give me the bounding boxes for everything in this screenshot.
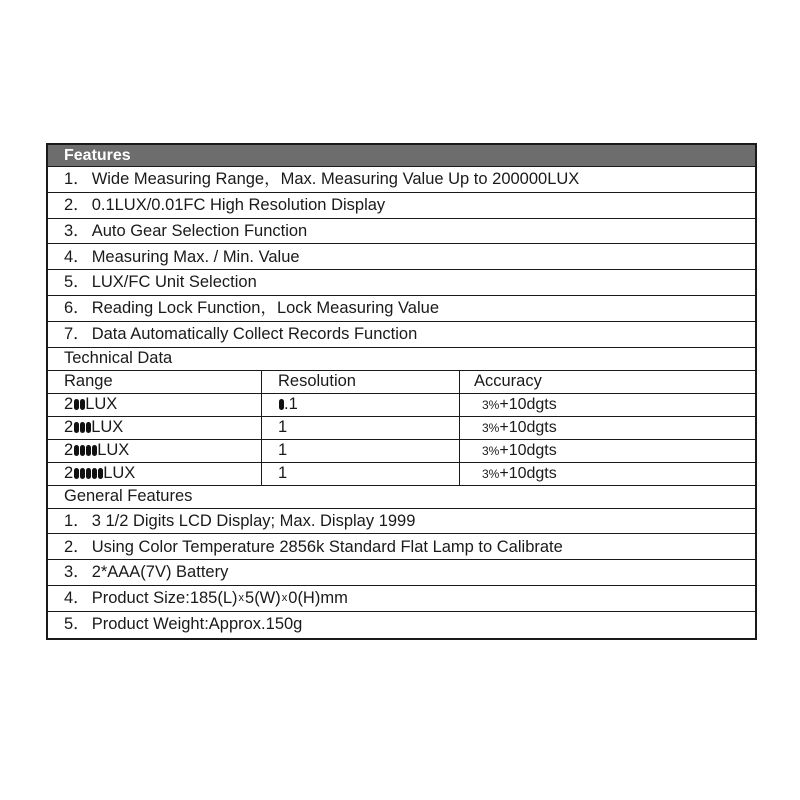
feature-text: Reading Lock Function，Lock Measuring Value (91, 299, 439, 318)
digit-blot (74, 468, 79, 479)
general-number: 2． (64, 537, 90, 556)
general-title: General Features (64, 487, 193, 506)
features-title: Features (64, 146, 131, 164)
accuracy-percent: 3% (482, 420, 500, 435)
digit-blot (98, 468, 103, 479)
range-cell (48, 440, 262, 462)
resolution-cell (262, 417, 460, 439)
general-item-4 (48, 586, 755, 612)
technical-title: Technical Data (64, 349, 173, 368)
general-item-3 (48, 560, 755, 586)
range-prefix: 2 (64, 464, 74, 483)
feature-item-4 (48, 244, 755, 270)
general-text-b: 5(W) (245, 589, 281, 608)
range-header: Range (48, 371, 262, 393)
general-number: 3． (64, 563, 90, 582)
feature-item-3 (48, 219, 755, 245)
accuracy-percent: 3% (482, 397, 500, 412)
accuracy-cell (460, 394, 755, 416)
range-unit: LUX (97, 441, 130, 460)
accuracy-digits: +10dgts (499, 441, 557, 459)
general-text: Using Color Temperature 2856k Standard Flat Lamp to Calibrate (91, 537, 563, 556)
accuracy-percent: 3% (482, 443, 500, 458)
feature-item-1 (48, 167, 755, 193)
spec-table (46, 143, 757, 640)
digit-blot (86, 422, 91, 433)
feature-item-7 (48, 322, 755, 348)
range-prefix: 2 (64, 418, 74, 437)
general-item-5 (48, 612, 755, 638)
technical-row (48, 417, 755, 440)
digit-blot (86, 468, 91, 479)
general-number: 5． (64, 615, 90, 634)
feature-text: LUX/FC Unit Selection (91, 273, 257, 292)
resolution-cell (262, 463, 460, 485)
resolution-value: 1 (278, 441, 288, 460)
digit-blot (74, 445, 79, 456)
range-cell (48, 463, 262, 485)
feature-item-5 (48, 270, 755, 296)
digit-blot (92, 445, 97, 456)
feature-number: 2． (64, 195, 90, 214)
times-sign: x (238, 591, 245, 604)
technical-row (48, 394, 755, 417)
feature-number: 1． (64, 170, 90, 189)
feature-text: Wide Measuring Range，Max. Measuring Value Up to 200000LUX (91, 170, 580, 189)
digit-blot (74, 422, 79, 433)
feature-number: 7． (64, 324, 90, 343)
digit-blot (86, 445, 91, 456)
accuracy-digits: +10dgts (499, 418, 557, 436)
range-cell (48, 394, 262, 416)
range-unit: LUX (85, 395, 118, 414)
accuracy-cell (460, 440, 755, 462)
general-text: 3 1/2 Digits LCD Display; Max. Display 1999 (91, 511, 416, 530)
feature-text: 0.1LUX/0.01FC High Resolution Display (91, 195, 386, 214)
features-header (48, 145, 755, 167)
range-prefix: 2 (64, 395, 74, 414)
digit-blot (80, 399, 85, 410)
feature-item-2 (48, 193, 755, 219)
digit-blot (279, 399, 284, 410)
digit-blot (92, 468, 97, 479)
general-text: Product Weight:Approx.150g (91, 615, 303, 634)
accuracy-percent: 3% (482, 466, 500, 481)
general-item-1 (48, 509, 755, 535)
accuracy-digits: +10dgts (499, 395, 557, 413)
general-text-a: Product Size:185(L) (91, 589, 238, 608)
feature-text: Auto Gear Selection Function (91, 221, 308, 240)
general-item-2 (48, 534, 755, 560)
range-cell (48, 417, 262, 439)
general-text-c: 0(H)mm (288, 589, 348, 608)
resolution-value: 1 (278, 418, 288, 437)
digit-blot (74, 399, 79, 410)
times-sign: x (281, 591, 288, 604)
resolution-cell (262, 394, 460, 416)
feature-number: 6． (64, 299, 90, 318)
technical-row (48, 463, 755, 486)
range-unit: LUX (91, 418, 124, 437)
technical-data-heading (48, 348, 755, 371)
feature-number: 4． (64, 247, 90, 266)
feature-item-6 (48, 296, 755, 322)
feature-text: Measuring Max. / Min. Value (91, 247, 300, 266)
range-unit: LUX (103, 464, 136, 483)
technical-row (48, 440, 755, 463)
accuracy-cell (460, 463, 755, 485)
accuracy-digits: +10dgts (499, 464, 557, 482)
resolution-value: 1 (278, 464, 288, 483)
digit-blot (80, 445, 85, 456)
technical-header-row (48, 371, 755, 394)
resolution-value: .1 (284, 395, 298, 414)
general-number: 4． (64, 589, 90, 608)
digit-blot (80, 422, 85, 433)
general-features-heading (48, 486, 755, 509)
feature-number: 5． (64, 273, 90, 292)
resolution-header: Resolution (262, 371, 460, 393)
range-prefix: 2 (64, 441, 74, 460)
general-text: 2*AAA(7V) Battery (91, 563, 229, 582)
resolution-cell (262, 440, 460, 462)
accuracy-cell (460, 417, 755, 439)
general-number: 1． (64, 511, 90, 530)
accuracy-header: Accuracy (474, 372, 542, 391)
feature-number: 3． (64, 221, 90, 240)
digit-blot (80, 468, 85, 479)
feature-text: Data Automatically Collect Records Function (91, 324, 418, 343)
